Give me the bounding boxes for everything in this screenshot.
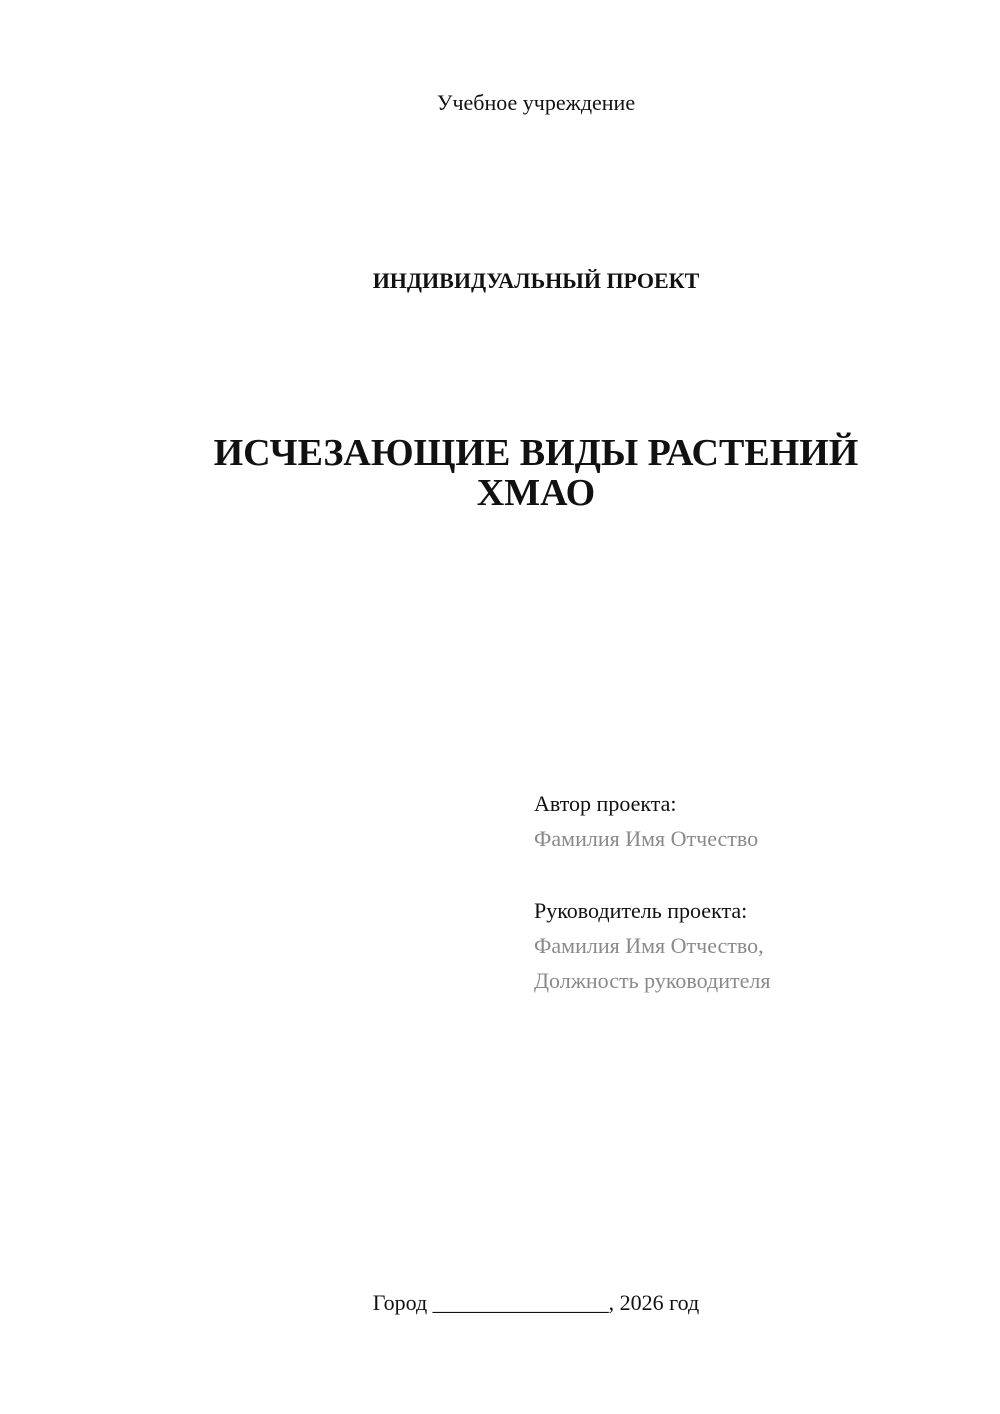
document-type: ИНДИВИДУАЛЬНЫЙ ПРОЕКТ [372, 268, 700, 293]
supervisor-label: Руководитель проекта: [534, 898, 748, 923]
project-title-line-2: ХМАО [476, 472, 596, 514]
supervisor-block [534, 893, 770, 998]
supervisor-name: Фамилия Имя Отчество, [534, 933, 764, 958]
city-year-footer: Город ________________, 2026 год [372, 1290, 700, 1315]
author-block [534, 786, 758, 856]
supervisor-position: Должность руководителя [534, 968, 771, 993]
author-label: Автор проекта: [534, 791, 677, 816]
institution-name: Учебное учреждение [436, 90, 636, 115]
project-title-line-1: ИСЧЕЗАЮЩИЕ ВИДЫ РАСТЕНИЙ [213, 432, 859, 474]
author-name: Фамилия Имя Отчество [534, 826, 759, 851]
project-title [36, 433, 1000, 513]
